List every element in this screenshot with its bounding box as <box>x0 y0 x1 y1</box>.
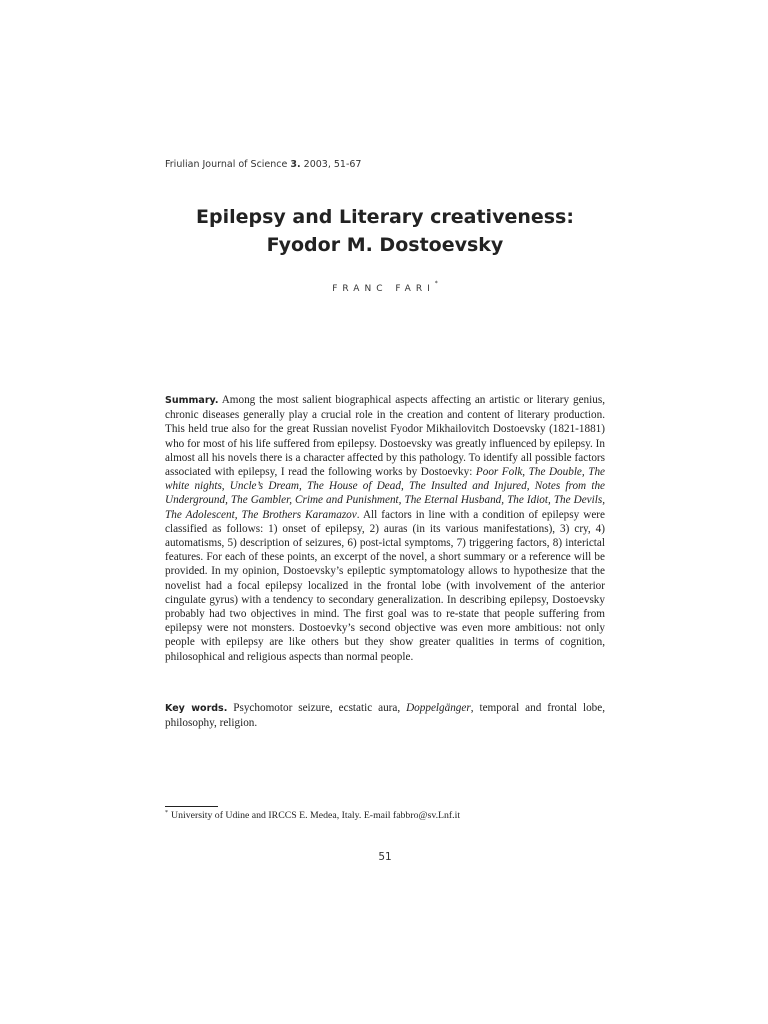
abstract-text-1: Among the most salient biographical aspects affecting an artistic or literary genius, chronic diseases generally play a crucial role in the creation and content of literary production. This held true also for the great Russian novelist Fyodor Mikhailovitch Dostoevsky (1821-1881) who for most of his life suffered from epilepsy. Dostoevsky was greatly influenced by epilepsy. In almost all his novels there is a character affected by this pathology. To identify all possible factors associated with epilepsy, I read the following works by Dostoevky: <box>165 394 605 479</box>
author-footnote-marker: * <box>434 280 438 287</box>
running-head <box>165 159 361 170</box>
footnote-rule <box>165 806 218 807</box>
page-number: 51 <box>378 851 392 863</box>
author-name: FRANC FARI <box>332 284 435 294</box>
abstract <box>165 393 605 664</box>
abstract-label: Summary. <box>165 395 219 406</box>
article-title-line-2: Fyodor M. Dostoevsky <box>266 234 504 256</box>
keywords-italic-term: Doppelgänger <box>406 702 471 714</box>
keywords-label: Key words. <box>165 703 228 714</box>
footnote <box>165 810 460 821</box>
journal-year-pages: 2003, 51-67 <box>303 159 362 170</box>
article-title-line-1: Epilepsy and Literary creativeness: <box>196 206 574 228</box>
footnote-marker: * <box>165 810 168 816</box>
keywords-text-1: Psychomotor seizure, ecstatic aura, <box>233 702 401 714</box>
journal-name: Friulian Journal of Science <box>165 159 288 170</box>
abstract-works-list: Poor Folk, The Double, The white nights, Uncle’s Dream, The House of Dead, The Insulted and Injured, Notes from the Underground, The Gambler, Crime and Punishment, The Eternal Husband, The Idiot, The Devils, The Adolescent, The Brothers Karamazov <box>165 466 606 521</box>
keywords <box>165 701 605 730</box>
footnote-text: University of Udine and IRCCS E. Medea, Italy. E-mail fabbro@sv.Lnf.it <box>171 810 461 821</box>
journal-volume: 3. <box>290 159 301 170</box>
article-title <box>120 203 650 259</box>
abstract-text-2: . All factors in line with a condition of epilepsy were classified as follows: 1) onset of epilepsy, 2) auras (in its various manifestations), 3) cry, 4) automatisms, 5) description of seizures, 6) post-ictal symptoms, 7) triggering factors, 8) interictal features. For each of these points, an excerpt of the novel, a short summary or a reference will be provided. In my opinion, Dostoevsky’s epileptic symptomatology allows to hypothesize that the novelist had a focal epilepsy localized in the frontal lobe (with involvement of the anterior cingulate gyrus) with a tendency to secondary generalization. In describing epilepsy, Dostoevsky probably had two objectives in mind. The first goal was to re-state that people suffering from epilepsy were not monsters. Dostoevky’s second objective was even more ambitious: not only people with epilepsy are like others but they show greater qualities in terms of cognition, philosophical and religious aspects than normal people. <box>165 508 605 663</box>
keywords-text-2: , temporal and frontal lobe, philosophy, religion. <box>165 702 606 730</box>
author-line <box>120 280 650 294</box>
